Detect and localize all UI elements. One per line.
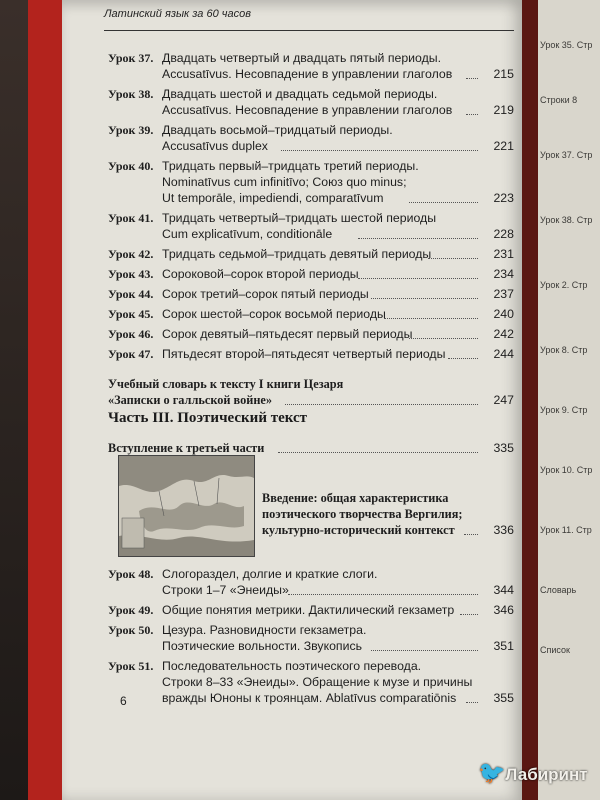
lesson-title-line: Сорок девятый–пятьдесят первый периоды [162,327,413,341]
lesson-title-line: Nominatīvus cum infinitīvo; Союз quo minus; [162,175,407,189]
lesson-title-line: Двадцать шестой и двадцать седьмой периоды. [162,87,438,101]
page-ref: 336 [493,523,514,537]
lesson-title-line: Последовательность поэтического перевода. [162,659,422,673]
lesson-title [162,86,472,118]
part3-overview-entry [262,490,514,538]
lesson-title [108,440,418,456]
dot-leader [428,257,478,259]
toc-entry [108,306,514,322]
toc-entry [108,326,514,342]
lesson-title [162,286,472,302]
lesson-title [162,266,472,282]
page-ref: 344 [493,583,514,597]
map-illustration [118,455,255,557]
dot-leader [285,403,478,405]
dictionary-entry [108,376,514,408]
dot-leader [466,701,478,703]
lesson-label: Урок 44. [108,287,154,301]
dot-leader [464,533,478,535]
dot-leader [460,613,478,615]
page-ref: 215 [493,67,514,81]
lesson-label: Урок 42. [108,247,154,261]
facing-page: Урок 35. Стр Строки 8 Урок 37. Стр Урок 38. Стр Урок 2. Стр Урок 8. Стр Урок 9. Стр Урок 10. Стр Урок 11. Стр Словарь Список [538,0,600,800]
lesson-title [162,658,472,706]
dot-leader [466,113,478,115]
lesson-title-line: «Записки о галльской войне» [108,393,273,407]
lesson-title-line: Тридцать седьмой–тридцать девятый периоды [162,247,432,261]
dot-leader [281,149,478,151]
lesson-label: Урок 50. [108,623,154,637]
toc-entry [108,622,514,654]
toc-entry [108,210,514,242]
lesson-title-line: Поэтические вольности. Звукопись [162,639,363,653]
lesson-label: Урок 43. [108,267,154,281]
page-number: 6 [120,694,127,708]
lesson-title-line: Ut temporāle, impediendi, comparatīvum [162,191,384,205]
lesson-title-line: Общие понятия метрики. Дактилический гекзаметр [162,603,455,617]
lesson-title-line: Учебный словарь к тексту I книги Цезаря [108,377,344,391]
lesson-title [162,306,472,322]
dot-leader [466,77,478,79]
dot-leader [409,201,478,203]
lesson-title-line: Accusatīvus. Несовпадение в управлении глаголов [162,67,453,81]
map-icon [119,456,254,556]
lesson-title-line: Вступление к третьей части [108,441,265,455]
page-ref: 234 [493,267,514,281]
toc-entry [108,658,514,706]
dot-leader [409,337,478,339]
toc-entry [108,122,514,154]
dot-leader [371,649,478,651]
toc-entry [108,266,514,282]
lesson-label: Урок 40. [108,159,154,173]
toc-entry [108,602,514,618]
lesson-label: Урок 38. [108,87,154,101]
toc-entry [108,86,514,118]
page-ref: 221 [493,139,514,153]
lesson-title-line: Строки 1–7 «Энеиды» [162,583,289,597]
page-ref: 355 [493,691,514,705]
toc-entry [108,566,514,598]
lesson-title-line: Двадцать четвертый и двадцать пятый периоды. [162,51,442,65]
page-ref: 228 [493,227,514,241]
page-ref: 219 [493,103,514,117]
lesson-title-line: Тридцать первый–тридцать третий периоды. [162,159,419,173]
page-ref: 335 [493,441,514,455]
lesson-title-line: Строки 8–33 «Энеиды». Обращение к музе и причины [162,675,473,689]
lesson-title-line: Сорок третий–сорок пятый периоды [162,287,369,301]
page-ref: 237 [493,287,514,301]
dot-leader [358,277,478,279]
lesson-title-line: Accusatīvus. Несовпадение в управлении глаголов [162,103,453,117]
header-rule [104,30,514,31]
toc-entry [108,346,514,362]
toc-entry [108,50,514,82]
lesson-title-line: Cum explicatīvum, conditionāle [162,227,333,241]
lesson-title [162,158,472,206]
toc-entry [108,246,514,262]
lesson-title [162,602,472,618]
lesson-title [162,50,472,82]
page-ref: 351 [493,639,514,653]
lesson-title-line: Слогораздел, долгие и краткие слоги. [162,567,378,581]
lesson-label: Урок 37. [108,51,154,65]
lesson-title-line: Тридцать четвертый–тридцать шестой периоды [162,211,437,225]
page-ref: 242 [493,327,514,341]
dot-leader [384,317,478,319]
lesson-title [162,246,472,262]
labirint-logo: 🐦Лабиринт [478,760,588,785]
lesson-title-line: культурно-исторический контекст [262,523,455,537]
lesson-title-line: Сороковой–сорок второй периоды [162,267,359,281]
lesson-title-line: Цезура. Разновидности гекзаметра. [162,623,367,637]
part-title: Часть III. Поэтический текст [108,410,308,426]
page-ref: 240 [493,307,514,321]
page-ref: 247 [493,393,514,407]
lesson-title-line: Пятьдесят второй–пятьдесят четвертый периоды [162,347,446,361]
lesson-title [162,326,472,342]
dot-leader [448,357,478,359]
lesson-label: Урок 46. [108,327,154,341]
toc-entry [108,286,514,302]
lesson-title-line: Accusatīvus duplex [162,139,268,153]
lesson-title-line: Введение: общая характеристика [262,491,449,505]
lesson-label: Урок 47. [108,347,154,361]
lesson-label: Урок 39. [108,123,154,137]
dot-leader [288,593,478,595]
page-ref: 346 [493,603,514,617]
toc-entry [108,158,514,206]
lesson-label: Урок 45. [108,307,154,321]
page-ref: 223 [493,191,514,205]
dot-leader [358,237,478,239]
lesson-label: Урок 51. [108,659,154,673]
lesson-title [262,490,492,538]
labirint-logo-icon: 🐦 [478,760,506,785]
part3-intro-entry [108,440,514,456]
lesson-title-line: Двадцать восьмой–тридцатый периоды. [162,123,393,137]
running-header: Латинский язык за 60 часов [104,8,251,20]
dot-leader [371,297,478,299]
lesson-title-line: Сорок шестой–сорок восьмой периоды [162,307,386,321]
page-ref: 244 [493,347,514,361]
lesson-label: Урок 41. [108,211,154,225]
lesson-title [162,346,472,362]
lesson-label: Урок 48. [108,567,154,581]
lesson-title-line: вражды Юноны к троянцам. Ablatīvus comparatiōnis [162,691,457,705]
dot-leader [278,451,478,453]
lesson-title-line: поэтического творчества Вергилия; [262,507,463,521]
page-ref: 231 [493,247,514,261]
lesson-label: Урок 49. [108,603,154,617]
